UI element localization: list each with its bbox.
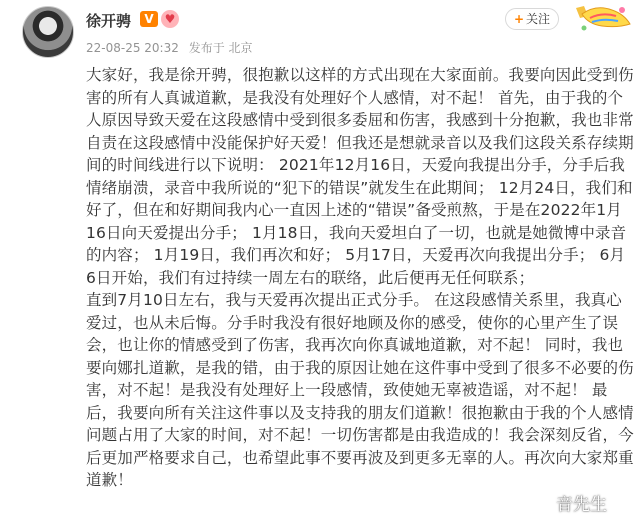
post-paragraph: 大家好，我是徐开骋，很抱歉以这样的方式出现在大家面前。我要向因此受到伤害的所有人真诚道歉，是我没有处理好个人感情，对不起！ 首先，由于我的个人原因导致天爱在这段感情中受到很多委屈和伤害，我感到十分抱歉，我也非常自责在这段感情中没能保护好天爱！但我还是想就录音以及我们这段关系存续期间的时间线进行以下说明： 2021年12月16日，天爱向我提出分手，分手后我情绪崩溃，录音中我所说的“犯下的错误”就发生在此期间； 12月24日，我们和好了，但在和好期间我内心一直因上述的“错误”备受煎熬，于是在2022年1月16日向天爱提出分手； 1月18日，我向天爱坦白了一切，也就是她微博中录音的内容； 1月19日，我们再次和好； 5月17日，天爱再次向我提出分手； 6月6日开始，我们有过持续一周左右的联络，此后便再无任何联系；: [86, 66, 634, 287]
post-paragraph: 直到7月10日左右，我与天爱再次提出正式分手。 在这段感情关系里，我真心爱过，也从未后悔。分手时我没有很好地顾及你的感受，使你的心里产生了误会，也让你的情感受到了伤害，我再次向你真诚地道歉，对不起！ 同时，我也要向娜扎道歉，是我的错，由于我的原因让她在这件事中受到了很多不必要的伤害，对不起！是我没有处理好上一段感情，致使她无辜被造谣，对不起！ 最后，我要向所有关注这件事以及支持我的朋友们道歉！很抱歉由于我的个人感情问题占用了大家的时间，对不起！一切伤害都是由我造成的！我会深刻反省，今后更加严格要求自己，也希望此事不要再波及到更多无辜的人。再次向大家郑重道歉！: [86, 291, 634, 489]
follow-label: 关注: [526, 12, 551, 26]
post-source: 发布于 北京: [188, 41, 253, 55]
plus-icon: +: [513, 12, 525, 26]
decorative-badge-icon: [572, 2, 634, 38]
avatar[interactable]: [22, 6, 74, 58]
post-timestamp[interactable]: 22-08-25 20:32: [86, 41, 179, 55]
post-meta: [86, 39, 259, 56]
watermark-logo-icon: [538, 496, 554, 512]
watermark: [538, 490, 607, 515]
post-body: [86, 64, 634, 492]
vip-icon: V: [140, 11, 158, 27]
fan-badge-icon: ♥: [161, 10, 179, 28]
watermark-text: 音先生: [556, 495, 607, 515]
follow-button[interactable]: [505, 8, 559, 30]
username[interactable]: 徐开骋: [86, 12, 132, 30]
